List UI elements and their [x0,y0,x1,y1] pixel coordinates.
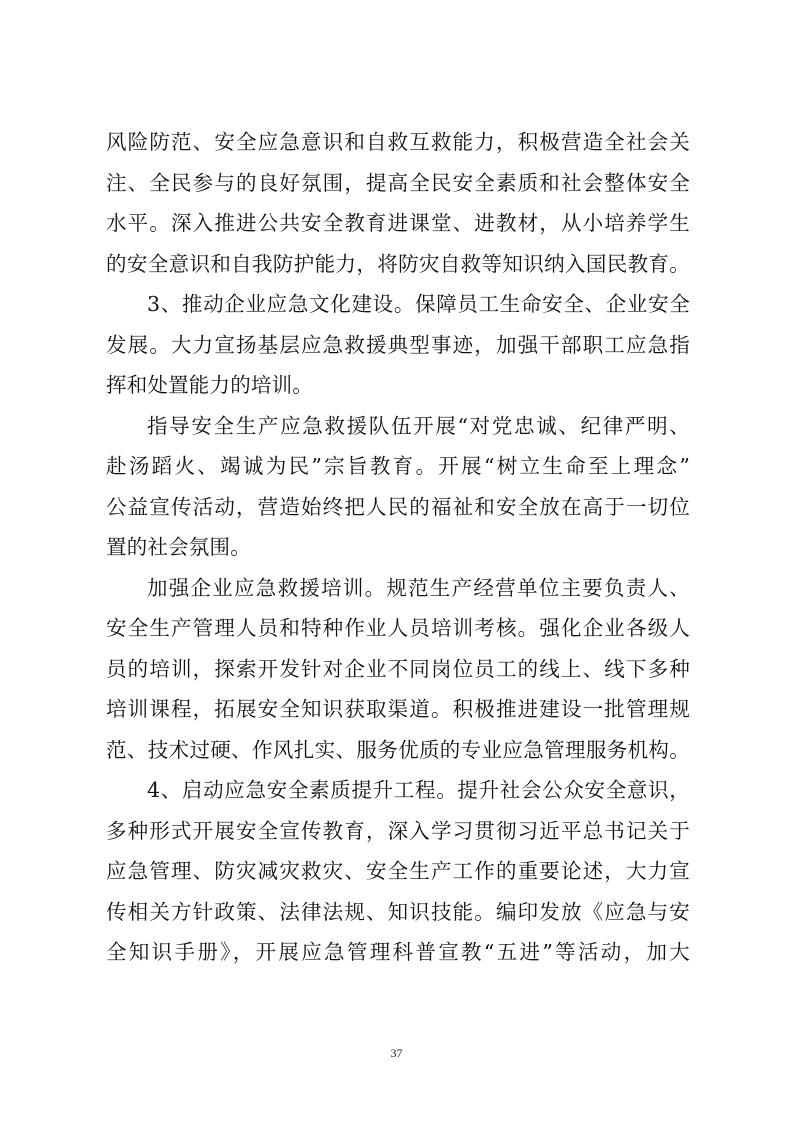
text-line: 风险防范、安全应急意识和自救互救能力，积极营造全社会关 [106,130,690,154]
text-line: 公益宣传活动，营造始终把人民的福祉和安全放在高于一切位 [106,494,690,519]
text-line: 4、启动应急安全素质提升工程。提升社会公众安全意识， [147,778,690,802]
text-line: 范、技术过硬、作风扎实、服务优质的专业应急管理服务机构。 [106,737,690,762]
text-line: 发展。大力宣扬基层应急救援典型事迹，加强干部职工应急指 [106,332,690,357]
text-line: 安全生产管理人员和特种作业人员培训考核。强化企业各级人 [106,616,690,640]
page-number: 37 [390,1046,403,1060]
text-line: 注、全民参与的良好氛围，提高全民安全素质和社会整体安全 [106,170,690,195]
text-line: 传相关方针政策、法律法规、知识技能。编印发放《应急与安 [106,899,690,924]
text-line: 员的培训，探索开发针对企业不同岗位员工的线上、线下多种 [106,656,690,681]
text-line: 置的社会氛围。 [106,535,251,559]
text-line: 赴汤蹈火、竭诚为民”宗旨教育。开展“树立生命至上理念” [106,454,690,478]
text-line: 水平。深入推进公共安全教育进课堂、进教材，从小培养学生 [106,211,690,235]
text-line: 多种形式开展安全宣传教育，深入学习贯彻习近平总书记关于 [106,818,690,843]
text-line: 加强企业应急救援培训。规范生产经营单位主要负责人、 [147,575,690,600]
text-line: 3、推动企业应急文化建设。保障员工生命安全、企业安全 [147,292,690,316]
text-line: 挥和处置能力的培训。 [106,373,313,397]
text-line: 全知识手册》，开展应急管理科普宣教“五进”等活动，加大 [106,940,690,964]
text-line: 培训课程，拓展安全知识获取渠道。积极推进建设一批管理规 [106,697,690,721]
text-line: 指导安全生产应急救援队伍开展“对党忠诚、纪律严明、 [147,413,690,438]
body-text [106,122,690,973]
text-line: 的安全意识和自我防护能力，将防灾自救等知识纳入国民教育。 [106,251,690,276]
text-line: 应急管理、防灾减灾救灾、安全生产工作的重要论述，大力宣 [106,859,690,883]
